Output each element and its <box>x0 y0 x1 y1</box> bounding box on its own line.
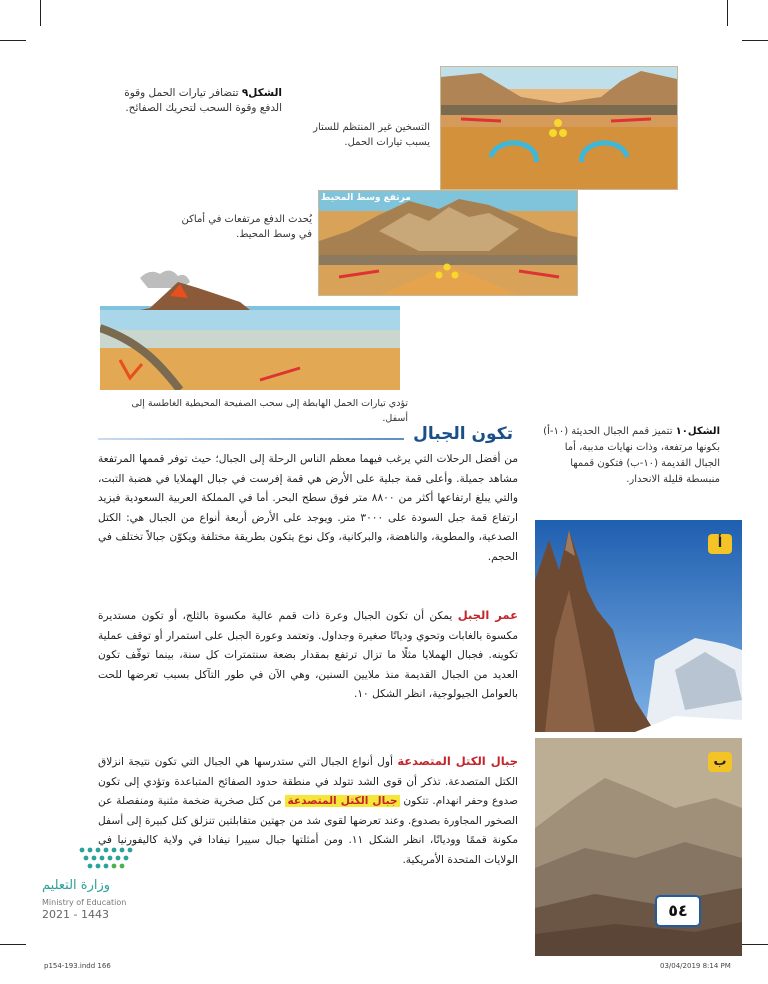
paragraph-mountain-age <box>98 606 518 705</box>
paragraph-fault-block-head: جبال الكتل المتصدعة <box>397 754 519 768</box>
subduction-illustration <box>100 268 400 390</box>
ridge-label: مرتفع وسط المحيط <box>321 193 411 203</box>
photo-young-mountain <box>535 520 742 732</box>
page-number: ٥٤ <box>655 895 701 927</box>
figure10-text: تتميز قمم الجبال الحديثة (١٠-أ) بكونها مرتفعة، وذات نهايات مدببة، أما الجبال القديمة (١٠-ب) فتكون قممها منبسطة قليلة الانحدار. <box>543 426 720 485</box>
label-slab-pull: تؤدي تيارات الحمل الهابطة إلى سحب الصفيحة المحيطية الغاطسة إلى أسفل. <box>131 398 408 424</box>
crop-mark <box>727 0 728 26</box>
crop-mark <box>0 944 26 945</box>
figure9-caption <box>112 86 282 116</box>
section-divider <box>98 438 404 440</box>
ministry-logo <box>36 842 166 922</box>
footer-date: 03/04/2019 8:14 PM <box>660 962 731 970</box>
paragraph-mountain-age-text: يمكن أن تكون الجبال وعرة ذات قمم عالية مكسوة بالثلج، أو تكون مستديرة مكسوة بالغابات وتحوي وديانًا صغيرة وجداول. وتعتمد وعورة الجبل على استمرار أو توقف عملية تكوينه. فجبال الهملايا مثلًا ما تزال ترتفع بمقدار بضعة سنتمترات كل سنة، بينما توقّف تكون العديد من الجبال القديمة منذ ملايين السنين، وهي الآن في طور التآكل بسبب تعرضها للحت بالعوامل الجيولوجية، انظر الشكل ١٠. <box>98 610 518 701</box>
photo-old-mountain <box>535 738 742 956</box>
label-heating: التسخين غير المنتظم للستار يسبب تيارات الحمل. <box>313 122 430 148</box>
photo-tag-b: ب <box>708 752 732 772</box>
ministry-logo-mark <box>76 842 136 872</box>
highlighted-term: جبال الكتل المتصدعة <box>287 795 398 808</box>
figure10-caption <box>536 424 720 488</box>
crop-mark <box>0 40 26 41</box>
subduction-diagram <box>100 268 400 390</box>
ministry-name-en: Ministry of Education <box>42 898 127 907</box>
figure9-text: تتضافر تيارات الحمل وقوة الدفع وقوة السحب لتحريك الصفائح. <box>124 87 282 114</box>
convection-diagram <box>440 66 678 190</box>
paragraph-intro: من أفضل الرحلات التي يرغب فيهما معظم الناس الرحلة إلى الجبال؛ حيث توفر قممها المرتفعة مشاهد جميلة. وأعلى قمة جبلية على الأرض هي قمة إفرست في جبال الهملايا في هضبة التبت، والتي يبلغ ارتفاعها أكثر من ٨٨٠٠ متر فوق سطح البحر. أما في المملكة العربية السعودية فيزيد ارتفاع قمة جبل السودة على ٣٠٠٠ متر. ويوجد على الأرض أربعة أنواع من الجبال هي: الكتل الصدعية، والمطوية، والناهضة، والبركانية، وكل نوع يتكون بطريقة مختلفة ويكوّن جبالاً تختلف في الحجم. <box>98 453 518 563</box>
convection-illustration <box>441 67 677 189</box>
photo-tag-a: أ <box>708 534 732 554</box>
crop-mark <box>742 40 768 41</box>
crop-mark <box>40 0 41 26</box>
paragraph-mountain-age-head: عمر الجبل <box>457 608 518 622</box>
ministry-name-ar: وزارة التعليم <box>42 878 111 893</box>
crop-mark <box>742 944 768 945</box>
section-title: تكون الجبال <box>413 424 513 444</box>
label-ridge-push: يُحدث الدفع مرتفعات في أماكن في وسط المحيط. <box>181 214 312 240</box>
figure9-label: الشكل٩ <box>241 87 282 99</box>
paragraph-fault-block-text-b: من كتل صخرية ضخمة مثنية ومنفصلة عن الصخور المجاورة بصدوع. وعند تعرضها لقوى شد من جهتين متقابلتين تنزلق كتل كبيرة إلى أسفل مكونة قممًا ووديانًا، انظر الشكل ١١. ومن أمثلتها جبال سييرا نيفادا في ولاية كاليفورنيا في الولايات المتحدة الأمريكية. <box>98 795 518 866</box>
footer-file: p154-193.indd 166 <box>44 962 111 970</box>
figure10-label: الشكل١٠ <box>675 426 720 437</box>
paragraph-fault-block-text-a: أول أنواع الجبال التي ستدرسها هي الجبال التي تكون نتيجة انزلاق الكتل المتصدعة. تذكر أن قوى الشد تتولد في منطقة حدود الصفائح المتباعدة وتؤدي إلى تكون صدوع وحفر انهدام. تتكون <box>98 756 519 808</box>
ministry-year: 2021 - 1443 <box>42 908 109 921</box>
